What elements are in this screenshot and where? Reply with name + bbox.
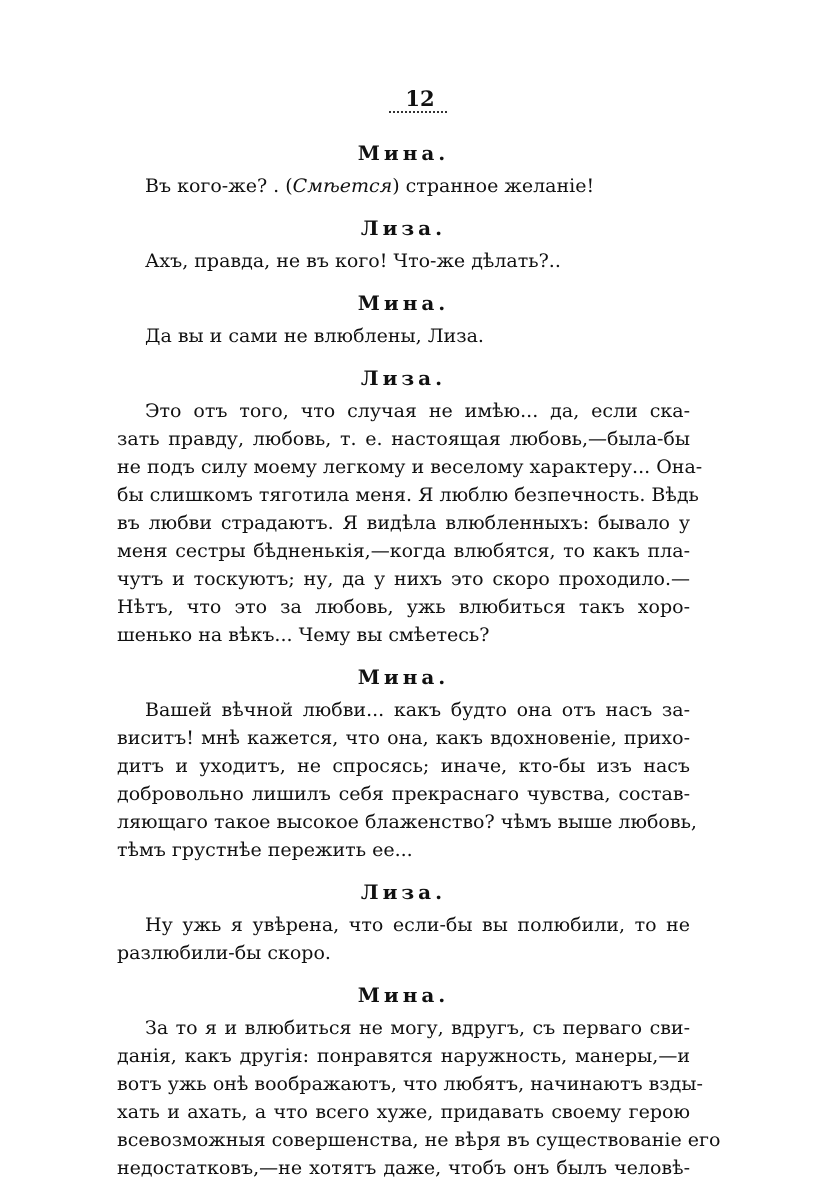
speech-line: вотъ ужь онѣ воображаютъ, что любятъ, начинаютъ взды- bbox=[117, 1073, 703, 1095]
speaker-name: Мина. bbox=[357, 665, 450, 689]
speech-line: меня сестры бѣдненькія,—когда влюбятся, то какъ пла- bbox=[117, 540, 690, 562]
speech-line: Вашей вѣчной любви... какъ будто она отъ насъ за- bbox=[145, 699, 690, 721]
speaker-name: Лиза. bbox=[360, 366, 447, 390]
speech-line: недостатковъ,—не хотятъ даже, чтобъ онъ былъ человѣ- bbox=[117, 1157, 690, 1179]
dialogue-block bbox=[117, 284, 690, 350]
speech-line: виситъ! мнѣ кажется, что она, какъ вдохновеніе, прихо- bbox=[117, 727, 690, 749]
speech-line: тѣмъ грустнѣе пережить ее... bbox=[117, 839, 413, 861]
speaker-name: Мина. bbox=[357, 291, 450, 315]
speech-line: данія, какъ другія: понравятся наружность, манеры,—и bbox=[117, 1045, 690, 1067]
speech-line: Это отъ того, что случая не имѣю... да, если ска- bbox=[145, 400, 690, 422]
page-number: 12 bbox=[405, 86, 435, 111]
speech-line: За то я и влюбиться не могу, вдругъ, съ перваго сви- bbox=[145, 1017, 690, 1039]
speech-line: чутъ и тоскуютъ; ну, да у нихъ это скоро проходило.— bbox=[117, 568, 690, 590]
speech-line: бы слишкомъ тяготила меня. Я люблю безпечность. Вѣдь bbox=[117, 484, 699, 506]
speech-line: разлюбили-бы скоро. bbox=[117, 942, 331, 964]
speech-line: всевозможныя совершенства, не вѣря въ существованіе его bbox=[117, 1129, 721, 1151]
speech-line: шенько на вѣкъ... Чему вы смѣетесь? bbox=[117, 624, 490, 646]
speech-line bbox=[117, 172, 690, 200]
dialogue-block bbox=[117, 134, 690, 200]
speech-line: дитъ и уходитъ, не спросясь; иначе, кто-бы изъ насъ bbox=[117, 755, 690, 777]
speaker-name: Мина. bbox=[357, 983, 450, 1007]
page-body bbox=[117, 134, 721, 1191]
speech-line: ляющаго такое высокое блаженство? чѣмъ выше любовь, bbox=[117, 811, 697, 833]
speech-line: въ любви страдаютъ. Я видѣла влюбленныхъ: бывало у bbox=[117, 512, 690, 534]
dialogue-block bbox=[117, 976, 721, 1182]
speech-line: добровольно лишилъ себя прекраснаго чувства, состав- bbox=[117, 783, 690, 805]
speech-text: Въ кого-же? . ( bbox=[145, 175, 293, 197]
speech-line: не подъ силу моему легкому и веселому характеру... Она- bbox=[117, 456, 703, 478]
speech-line: хать и ахать, а что всего хуже, придавать своему герою bbox=[117, 1101, 690, 1123]
dialogue-block bbox=[117, 359, 703, 649]
speech-line: Нѣтъ, что это за любовь, ужь влюбиться такъ хоро- bbox=[117, 596, 690, 618]
stage-direction: Смѣется bbox=[292, 175, 393, 197]
dialogue-block bbox=[117, 873, 690, 967]
dialogue-block bbox=[117, 658, 697, 864]
speaker-name: Мина. bbox=[357, 141, 450, 165]
speech-line: зать правду, любовь, т. е. настоящая любовь,—была-бы bbox=[117, 428, 690, 450]
speech-line: Ахъ, правда, не въ кого! Что-же дѣлать?.. bbox=[145, 250, 561, 272]
speaker-name: Лиза. bbox=[360, 216, 447, 240]
speech-line: Ну ужь я увѣрена, что если-бы вы полюбили, то не bbox=[145, 914, 690, 936]
page-number-ornament bbox=[389, 111, 447, 113]
speech-text: ) странное желаніе! bbox=[392, 175, 595, 197]
speaker-name: Лиза. bbox=[360, 880, 447, 904]
dialogue-block bbox=[117, 209, 690, 275]
speech-line: Да вы и сами не влюблены, Лиза. bbox=[145, 325, 484, 347]
